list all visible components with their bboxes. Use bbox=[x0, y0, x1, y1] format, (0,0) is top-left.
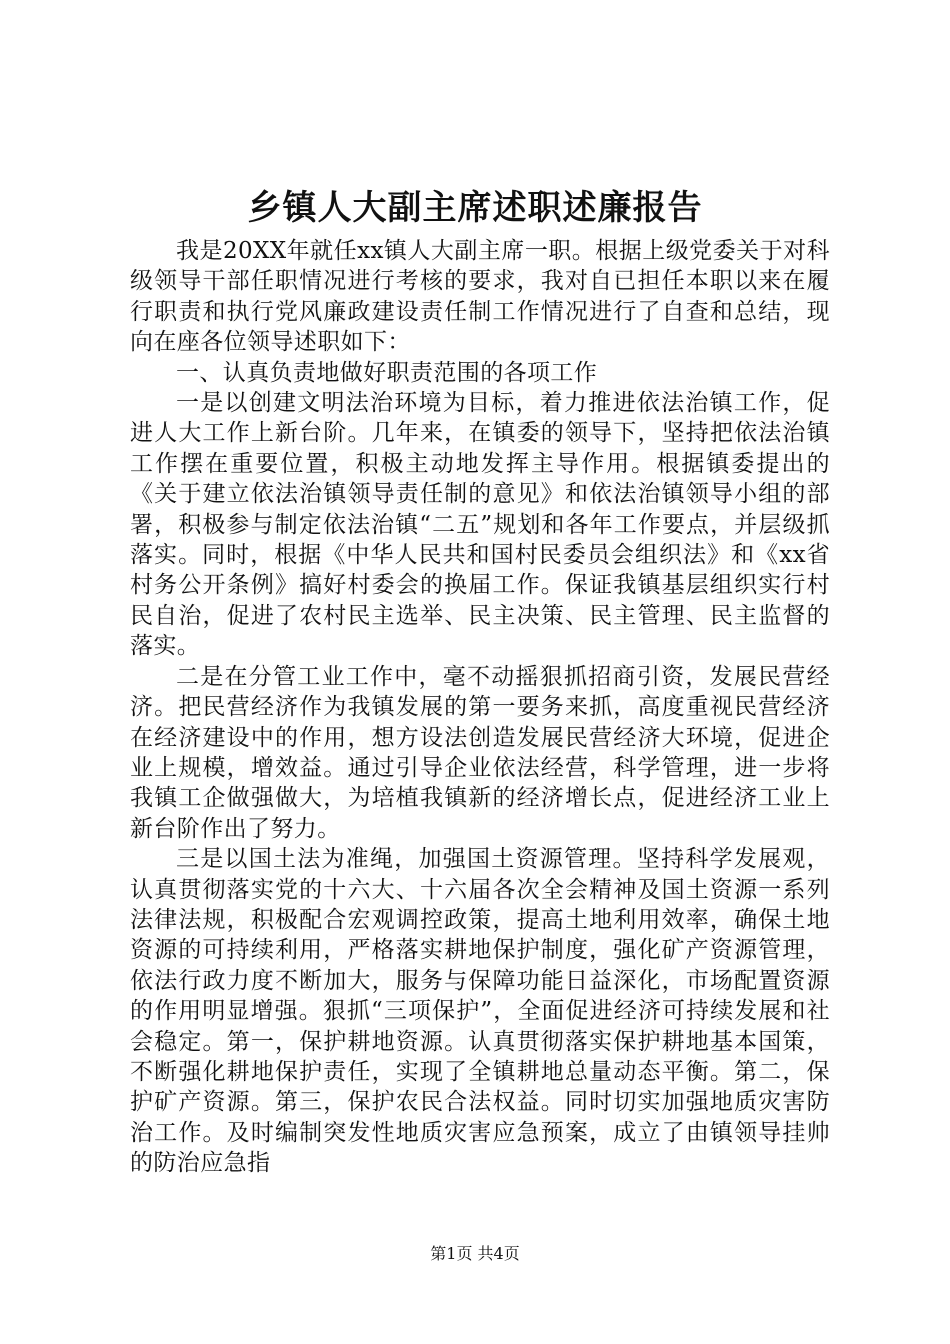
paragraph-point-three: 三是以国土法为准绳，加强国土资源管理。坚持科学发展观，认真贯彻落实党的十六大、十六届各次全会精神及国土资源一系列法律法规，积极配合宏观调控政策，提高土地利用效率，确保土地资源的可持续利用，严格落实耕地保护制度，强化矿产资源管理，依法行政力度不断加大，服务与保障功能日益深化，市场配置资源的作用明显增强。狠抓“三项保护”，全面促进经济可持续发展和社会稳定。第一，保护耕地资源。认真贯彻落实保护耕地基本国策，不断强化耕地保护责任，实现了全镇耕地总量动态平衡。第二，保护矿产资源。第三，保护农民合法权益。同时切实加强地质灾害防治工作。及时编制突发性地质灾害应急预案，成立了由镇领导挂帅的防治应急指 bbox=[130, 846, 830, 1177]
paragraph-point-two: 二是在分管工业工作中，毫不动摇狠抓招商引资，发展民营经济。把民营经济作为我镇发展的第一要务来抓，高度重视民营经济在经济建设中的作用，想方设法创造发展民营经济大环境，促进企业上规模，增效益。通过引导企业依法经营，科学管理，进一步将我镇工企做强做大，为培植我镇新的经济增长点，促进经济工业上新台阶作出了努力。 bbox=[130, 663, 830, 842]
document-title: 乡镇人大副主席述职述廉报告 bbox=[247, 188, 703, 228]
document-body bbox=[130, 236, 830, 1179]
section-heading: 一、认真负责地做好职责范围的各项工作 bbox=[176, 359, 598, 386]
paragraph-intro: 我是20XX年就任xx镇人大副主席一职。根据上级党委关于对科级领导干部任职情况进行考核的要求，我对自已担任本职以来在履行职责和执行党风廉政建设责任制工作情况进行了自查和总结，现向在座各位领导述职如下： bbox=[130, 238, 830, 356]
page-number-footer: 第1页 共4页 bbox=[430, 1244, 520, 1263]
paragraph-point-one: 一是以创建文明法治环境为目标，着力推进依法治镇工作，促进人大工作上新台阶。几年来，在镇委的领导下，坚持把依法治镇工作摆在重要位置，积极主动地发挥主导作用。根据镇委提出的《关于建立依法治镇领导责任制的意见》和依法治镇领导小组的部署，积极参与制定依法治镇“二五”规划和各年工作要点，并层级抓落实。同时，根据《中华人民共和国村民委员会组织法》和《xx省村务公开条例》搞好村委会的换届工作。保证我镇基层组织实行村民自治，促进了农村民主选举、民主决策、民主管理、民主监督的落实。 bbox=[130, 390, 830, 660]
